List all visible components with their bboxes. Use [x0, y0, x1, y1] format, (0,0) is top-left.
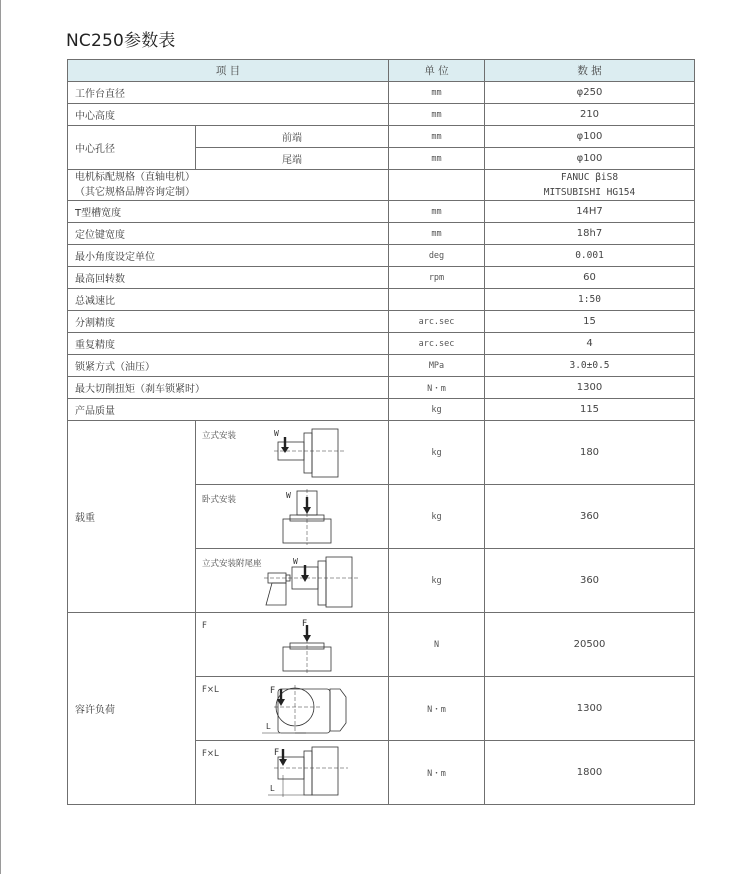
- row-unit: MPa: [389, 355, 485, 377]
- table-row: [68, 223, 695, 245]
- row-unit: rpm: [389, 267, 485, 289]
- row-value: 360: [485, 485, 695, 549]
- table-row: [68, 421, 695, 485]
- svg-text:F: F: [270, 686, 276, 696]
- row-unit: [389, 289, 485, 311]
- row-unit: N・m: [389, 377, 485, 399]
- allowable-group-label: 容许负荷: [68, 613, 196, 805]
- table-row: [68, 82, 695, 104]
- row-unit: N: [389, 613, 485, 677]
- row-value: 360: [485, 549, 695, 613]
- table-row: [68, 267, 695, 289]
- row-value: φ100: [485, 148, 695, 170]
- motor-value-line1: FANUC βiS8: [560, 172, 619, 183]
- load-type-label: F×L: [202, 749, 219, 759]
- diagram-cell: [196, 421, 389, 485]
- header-row: [68, 60, 695, 82]
- row-unit: mm: [389, 148, 485, 170]
- row-value: 115: [485, 399, 695, 421]
- row-unit: N・m: [389, 677, 485, 741]
- load-type-label: F: [202, 621, 207, 631]
- row-label: 最高回转数: [68, 267, 389, 289]
- row-value: 1300: [485, 677, 695, 741]
- row-unit: deg: [389, 245, 485, 267]
- table-row: [68, 355, 695, 377]
- table-row: [68, 104, 695, 126]
- row-unit: mm: [389, 201, 485, 223]
- row-label: 重复精度: [68, 333, 389, 355]
- row-label: 中心高度: [68, 104, 389, 126]
- sub-label: 尾端: [196, 148, 389, 170]
- diagram-cell: [196, 613, 389, 677]
- row-unit: arc.sec: [389, 333, 485, 355]
- sub-label: 前端: [196, 126, 389, 148]
- table-row: [68, 289, 695, 311]
- moment-load-diagram-icon: [262, 683, 362, 737]
- row-unit: mm: [389, 223, 485, 245]
- row-label: 工作台直径: [68, 82, 389, 104]
- row-value: 15: [485, 311, 695, 333]
- svg-text:F: F: [302, 619, 308, 629]
- row-label: 锁紧方式（油压）: [68, 355, 389, 377]
- row-label: [68, 170, 389, 201]
- row-value: 210: [485, 104, 695, 126]
- diagram-cell: [196, 677, 389, 741]
- row-unit: arc.sec: [389, 311, 485, 333]
- table-row: [68, 201, 695, 223]
- table-row: [68, 170, 695, 201]
- row-value: 20500: [485, 613, 695, 677]
- diagram-cell: [196, 549, 389, 613]
- mount-label: 立式安装: [202, 431, 237, 441]
- svg-text:L: L: [270, 784, 275, 793]
- row-value: [485, 170, 695, 201]
- row-value: φ250: [485, 82, 695, 104]
- load-group-label: 载重: [68, 421, 196, 613]
- row-label: 最小角度设定单位: [68, 245, 389, 267]
- row-value: φ100: [485, 126, 695, 148]
- diagram-cell: [196, 485, 389, 549]
- row-value: 18h7: [485, 223, 695, 245]
- row-unit: mm: [389, 104, 485, 126]
- header-unit: 单 位: [389, 60, 485, 82]
- table-row: [68, 126, 695, 148]
- row-unit: mm: [389, 126, 485, 148]
- motor-value-line2: MITSUBISHI HG154: [543, 187, 636, 198]
- horizontal-mount-diagram-icon: [280, 489, 352, 545]
- svg-text:W: W: [286, 491, 291, 500]
- svg-text:W: W: [274, 429, 279, 438]
- row-label: 总减速比: [68, 289, 389, 311]
- row-unit: mm: [389, 82, 485, 104]
- table-row: [68, 333, 695, 355]
- row-label: 产品质量: [68, 399, 389, 421]
- vertical-mount-diagram-icon: [268, 427, 368, 479]
- table-row: [68, 613, 695, 677]
- row-value: 14H7: [485, 201, 695, 223]
- row-value: 1:50: [485, 289, 695, 311]
- svg-text:F: F: [274, 748, 280, 758]
- motor-label-line2: （其它规格品牌咨询定制）: [75, 187, 195, 198]
- table-row: [68, 399, 695, 421]
- page-edge: [0, 0, 1, 874]
- row-value: 1800: [485, 741, 695, 805]
- page-title: NC250参数表: [66, 31, 176, 51]
- table-row: [68, 311, 695, 333]
- svg-text:L: L: [266, 722, 271, 731]
- offset-moment-diagram-icon: [266, 745, 356, 801]
- table-row: [68, 245, 695, 267]
- table-row: [68, 377, 695, 399]
- row-value: 0.001: [485, 245, 695, 267]
- row-value: 3.0±0.5: [485, 355, 695, 377]
- tailstock-mount-diagram-icon: [262, 555, 362, 609]
- row-unit: kg: [389, 549, 485, 613]
- row-unit: N・m: [389, 741, 485, 805]
- diagram-cell: [196, 741, 389, 805]
- svg-text:W: W: [293, 557, 298, 566]
- header-data: 数 据: [485, 60, 695, 82]
- row-value: 4: [485, 333, 695, 355]
- axial-force-diagram-icon: [280, 617, 352, 673]
- row-value: 180: [485, 421, 695, 485]
- row-unit: kg: [389, 399, 485, 421]
- motor-label-line1: 电机标配规格（直轴电机）: [75, 172, 195, 183]
- row-value: 1300: [485, 377, 695, 399]
- mount-label: 卧式安装: [202, 495, 237, 505]
- mount-label: 立式安装附尾座: [202, 559, 262, 569]
- spec-table: [67, 59, 695, 805]
- load-type-label: F×L: [202, 685, 219, 695]
- row-label: 定位键宽度: [68, 223, 389, 245]
- row-label: 中心孔径: [68, 126, 196, 170]
- row-unit: [389, 170, 485, 201]
- row-value: 60: [485, 267, 695, 289]
- row-unit: kg: [389, 485, 485, 549]
- row-unit: kg: [389, 421, 485, 485]
- header-item: 项 目: [68, 60, 389, 82]
- row-label: 最大切削扭矩（刹车锁紧时）: [68, 377, 389, 399]
- row-label: 分割精度: [68, 311, 389, 333]
- row-label: T型槽宽度: [68, 201, 389, 223]
